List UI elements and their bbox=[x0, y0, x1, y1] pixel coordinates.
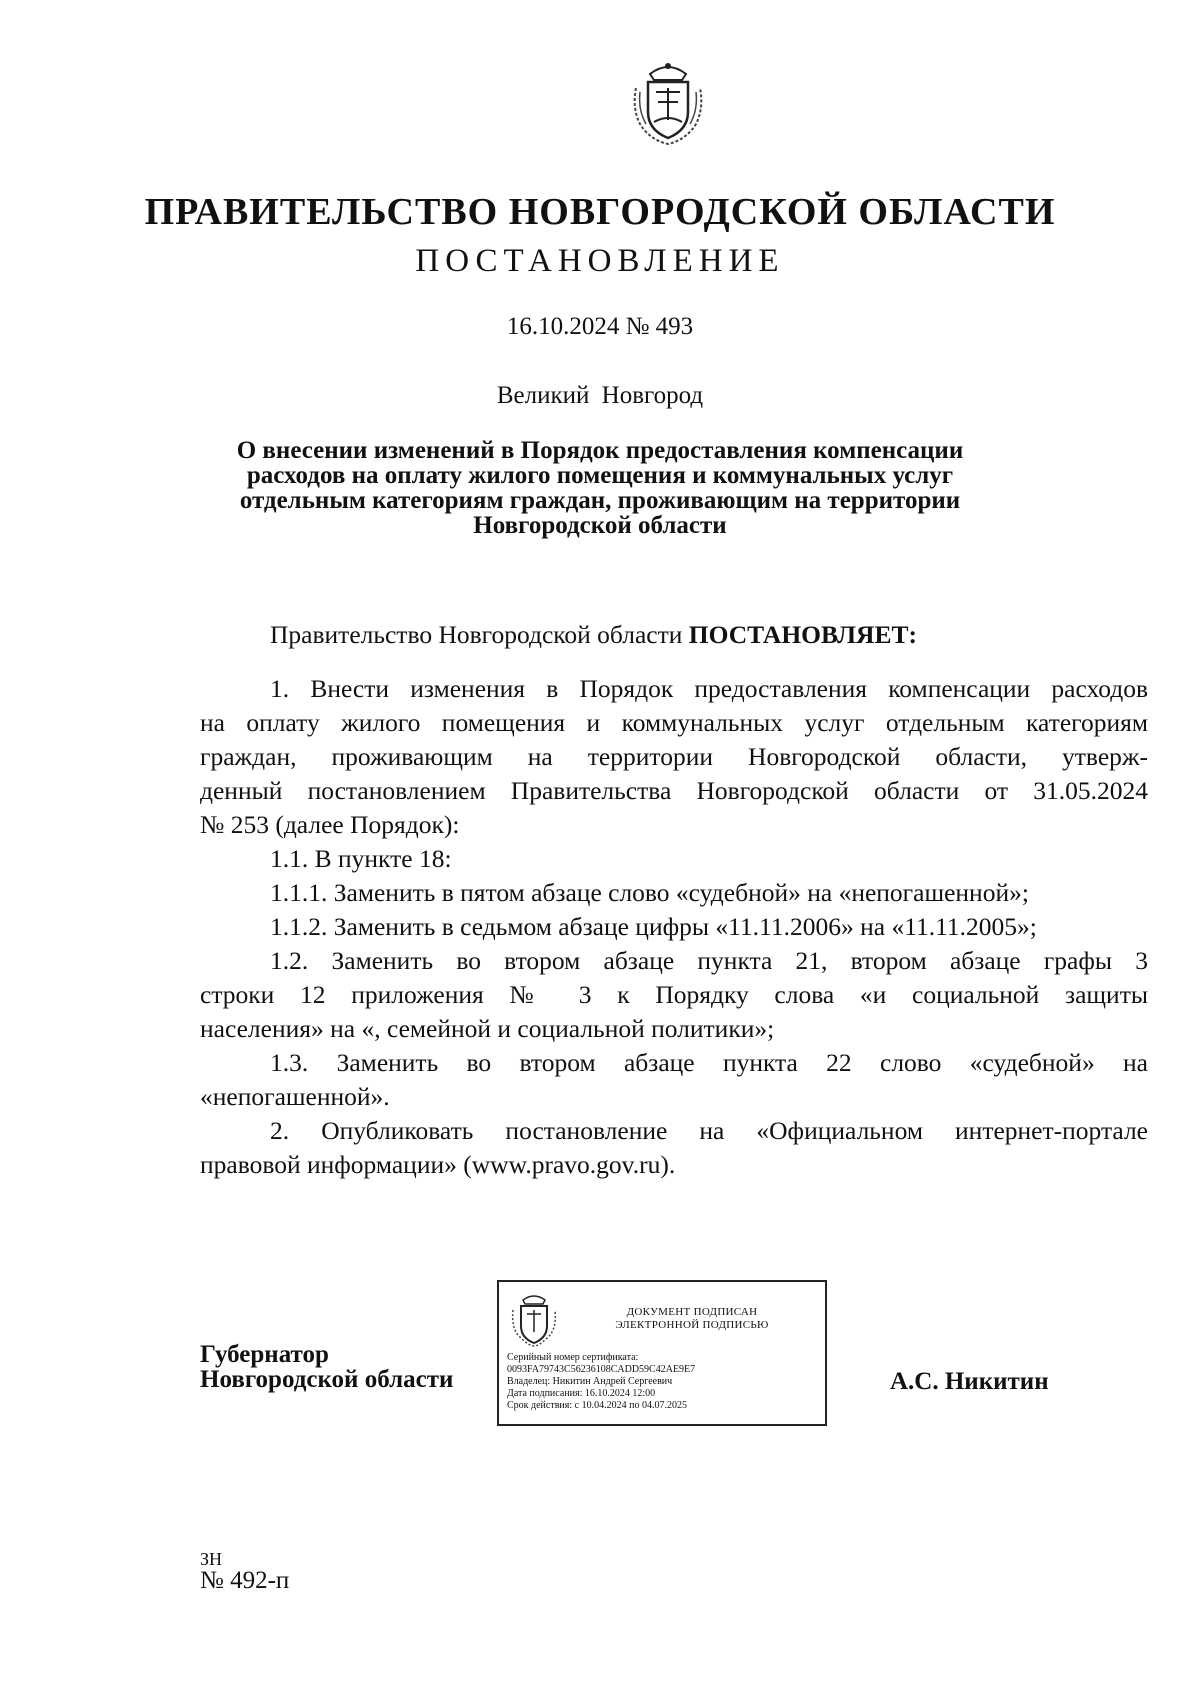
stamp-heading-line: ЭЛЕКТРОННОЙ ПОДПИСЬЮ bbox=[615, 1319, 769, 1331]
body-line: правовой информации» (www.pravo.gov.ru). bbox=[200, 1150, 676, 1179]
preamble-text: Правительство Новгородской области bbox=[270, 620, 689, 649]
signer-name: А.С. Никитин bbox=[890, 1368, 1049, 1395]
body-line: 1.1.2. Заменить в седьмом абзаце цифры «11.11.2006» на «11.11.2005»; bbox=[270, 912, 1037, 941]
title-line: расходов на оплату жилого помещения и коммунальных услуг bbox=[246, 462, 954, 489]
electronic-signature-stamp bbox=[497, 1280, 827, 1426]
body-line: «непогашенной». bbox=[200, 1082, 390, 1111]
footer-initials: ЗН bbox=[200, 1549, 223, 1569]
preamble bbox=[200, 618, 1148, 652]
stamp-validity: Срок действия: с 10.04.2024 по 04.07.2025 bbox=[507, 1400, 687, 1411]
preamble-decree-word: ПОСТАНОВЛЯЕТ: bbox=[688, 620, 917, 649]
body-line: 1.1.1. Заменить в пятом абзаце слово «судебной» на «непогашенной»; bbox=[270, 878, 1029, 907]
stamp-coat-of-arms-icon bbox=[509, 1290, 559, 1348]
document-body bbox=[200, 672, 1148, 1182]
document-type: ПОСТАНОВЛЕНИЕ bbox=[415, 243, 785, 279]
document-title bbox=[0, 438, 1200, 538]
coat-of-arms-icon bbox=[630, 58, 706, 148]
stamp-owner: Владелец: Никитин Андрей Сергеевич bbox=[507, 1376, 673, 1387]
title-line: О внесении изменений в Порядок предоставления компенсации bbox=[236, 437, 964, 464]
body-line: 1. Внести изменения в Порядок предоставления компенсации расходов bbox=[270, 674, 1148, 703]
body-line: населения» на «, семейной и социальной политики»; bbox=[200, 1014, 775, 1043]
footer-reference bbox=[200, 1548, 289, 1592]
title-line: Новгородской области bbox=[473, 512, 727, 539]
signer-position-line: Новгородской области bbox=[200, 1366, 454, 1393]
body-line: строки 12 приложения № 3 к Порядку слова «и социальной защиты bbox=[200, 980, 1148, 1009]
stamp-signed-date: Дата подписания: 16.10.2024 12:00 bbox=[507, 1388, 656, 1399]
body-line: 2. Опубликовать постановление на «Официальном интернет-портале bbox=[270, 1116, 1148, 1145]
stamp-cert-label: Серийный номер сертификата: bbox=[507, 1352, 639, 1363]
stamp-details bbox=[507, 1352, 695, 1412]
body-line: 1.3. Заменить во втором абзаце пункта 22 слово «судебной» на bbox=[270, 1048, 1148, 1077]
body-line: 1.1. В пункте 18: bbox=[270, 844, 452, 873]
title-line: отдельным категориям граждан, проживающим на территории bbox=[239, 487, 961, 514]
government-name: ПРАВИТЕЛЬСТВО НОВГОРОДСКОЙ ОБЛАСТИ bbox=[144, 191, 1056, 233]
signer-position bbox=[200, 1342, 453, 1392]
body-line: 1.2. Заменить во втором абзаце пункта 21, втором абзаце графы 3 bbox=[270, 946, 1148, 975]
body-line: граждан, проживающим на территории Новгородской области, утверж- bbox=[200, 742, 1148, 771]
stamp-heading bbox=[559, 1306, 825, 1332]
body-line: денный постановлением Правительства Новгородской области от 31.05.2024 bbox=[200, 776, 1148, 805]
body-line: на оплату жилого помещения и коммунальных услуг отдельным категориям bbox=[200, 708, 1148, 737]
body-line: № 253 (далее Порядок): bbox=[200, 810, 460, 839]
stamp-cert-number: 0093FA79743C56236108CADD59C42AE9E7 bbox=[507, 1364, 696, 1375]
stamp-heading-line: ДОКУМЕНТ ПОДПИСАН bbox=[626, 1306, 758, 1318]
footer-number: № 492-п bbox=[200, 1567, 290, 1594]
city: Великий Новгород bbox=[496, 382, 704, 409]
signer-position-line: Губернатор bbox=[200, 1341, 329, 1368]
date-and-number: 16.10.2024 № 493 bbox=[506, 313, 694, 340]
